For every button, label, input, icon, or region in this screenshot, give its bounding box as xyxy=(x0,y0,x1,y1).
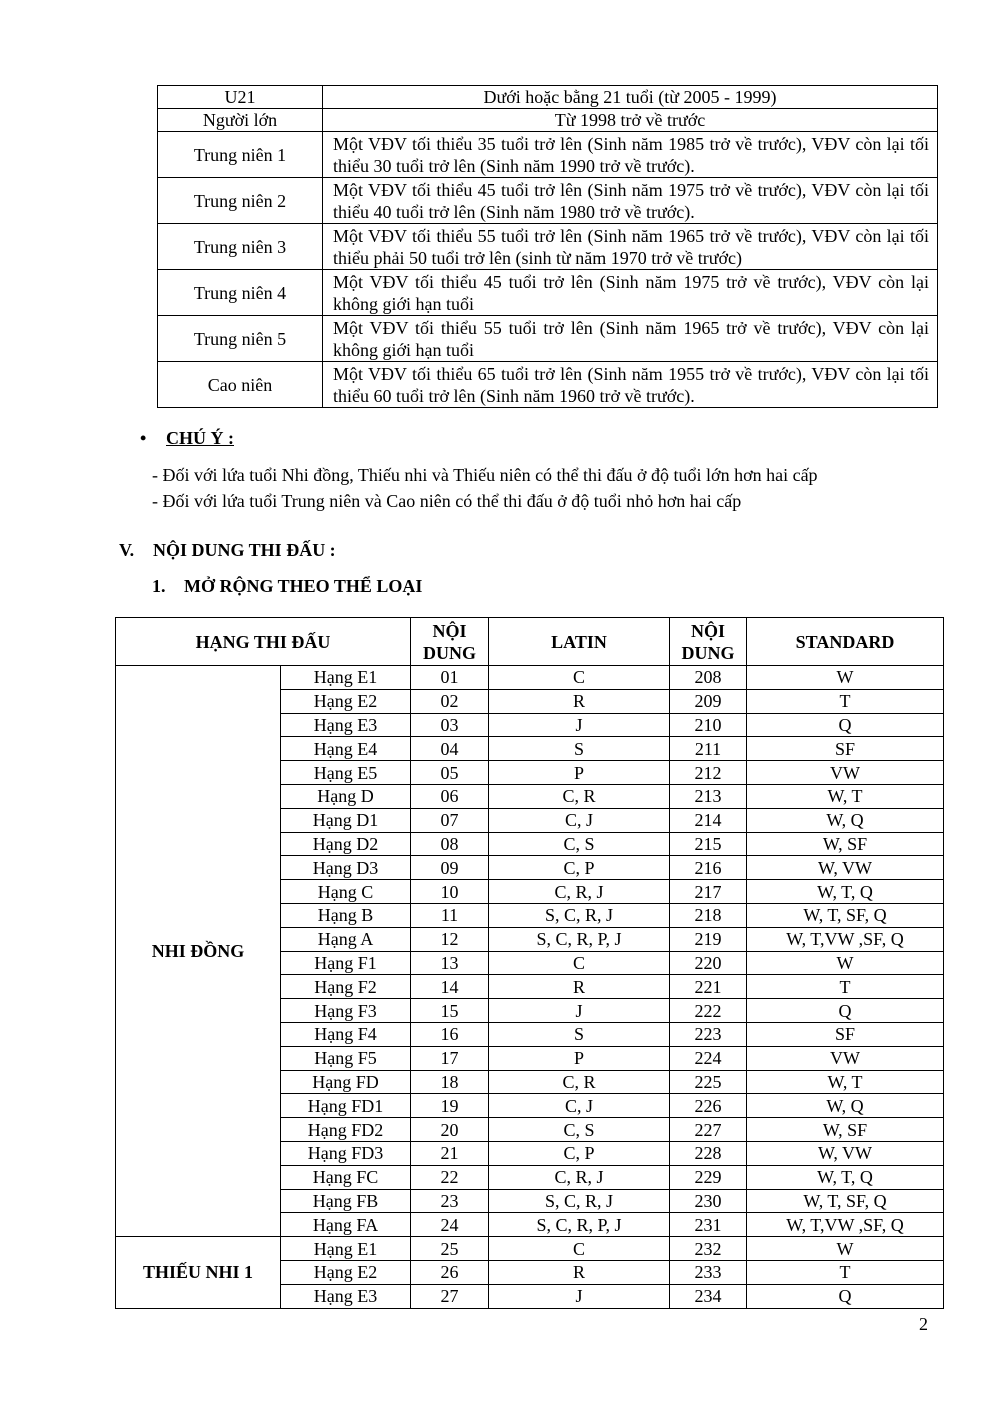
latin-number-cell: 17 xyxy=(411,1046,489,1070)
standard-number-cell: 212 xyxy=(670,761,747,785)
subsection-number: 1. xyxy=(152,576,166,596)
standard-number-cell: 231 xyxy=(670,1213,747,1237)
standard-number-cell: 229 xyxy=(670,1165,747,1189)
standard-dances-cell: W xyxy=(747,951,944,975)
latin-dances-cell: P xyxy=(489,1046,670,1070)
standard-number-cell: 228 xyxy=(670,1141,747,1165)
standard-number-cell: 234 xyxy=(670,1284,747,1308)
standard-number-cell: 211 xyxy=(670,737,747,761)
rank-cell: Hạng FB xyxy=(281,1189,411,1213)
latin-number-cell: 08 xyxy=(411,832,489,856)
standard-dances-cell: W, SF xyxy=(747,1118,944,1142)
rank-cell: Hạng E2 xyxy=(281,689,411,713)
standard-number-cell: 224 xyxy=(670,1046,747,1070)
latin-dances-cell: S xyxy=(489,737,670,761)
standard-number-cell: 230 xyxy=(670,1189,747,1213)
competition-table xyxy=(115,617,944,1309)
latin-number-cell: 14 xyxy=(411,975,489,999)
latin-dances-cell: J xyxy=(489,1284,670,1308)
latin-number-cell: 23 xyxy=(411,1189,489,1213)
table-row xyxy=(116,666,944,690)
standard-dances-cell: W xyxy=(747,666,944,690)
latin-number-cell: 11 xyxy=(411,903,489,927)
latin-number-cell: 16 xyxy=(411,1022,489,1046)
standard-dances-cell: T xyxy=(747,1260,944,1284)
latin-number-cell: 21 xyxy=(411,1141,489,1165)
note-heading xyxy=(140,428,234,449)
age-description: Từ 1998 trở về trước xyxy=(323,109,938,132)
latin-dances-cell: C, R xyxy=(489,784,670,808)
rank-cell: Hạng D xyxy=(281,784,411,808)
age-description: Một VĐV tối thiểu 55 tuổi trở lên (Sinh năm 1965 trở về trước), VĐV còn lại không giới hạn tuổi xyxy=(323,316,938,362)
latin-number-cell: 26 xyxy=(411,1260,489,1284)
latin-dances-cell: C xyxy=(489,1237,670,1261)
header-rank: HẠNG THI ĐẤU xyxy=(116,618,411,666)
standard-dances-cell: SF xyxy=(747,1022,944,1046)
latin-dances-cell: C, J xyxy=(489,808,670,832)
page-number: 2 xyxy=(919,1314,928,1334)
section-title: NỘI DUNG THI ĐẤU : xyxy=(153,540,336,560)
standard-dances-cell: W, T,VW ,SF, Q xyxy=(747,927,944,951)
rank-cell: Hạng C xyxy=(281,880,411,904)
age-category: Trung niên 1 xyxy=(158,132,323,178)
standard-dances-cell: W, VW xyxy=(747,1141,944,1165)
latin-number-cell: 18 xyxy=(411,1070,489,1094)
rank-cell: Hạng F5 xyxy=(281,1046,411,1070)
age-group-cell: NHI ĐỒNG xyxy=(116,666,281,1237)
subsection-title: MỞ RỘNG THEO THỂ LOẠI xyxy=(184,576,423,596)
standard-number-cell: 232 xyxy=(670,1237,747,1261)
latin-dances-cell: C, R, J xyxy=(489,880,670,904)
standard-dances-cell: Q xyxy=(747,713,944,737)
age-row xyxy=(158,316,938,362)
standard-number-cell: 208 xyxy=(670,666,747,690)
latin-dances-cell: S, C, R, P, J xyxy=(489,927,670,951)
standard-dances-cell: Q xyxy=(747,1284,944,1308)
bullet-icon: • xyxy=(140,428,147,448)
latin-dances-cell: C, S xyxy=(489,832,670,856)
latin-number-cell: 27 xyxy=(411,1284,489,1308)
standard-number-cell: 218 xyxy=(670,903,747,927)
latin-dances-cell: J xyxy=(489,999,670,1023)
age-row xyxy=(158,178,938,224)
standard-number-cell: 215 xyxy=(670,832,747,856)
age-row xyxy=(158,86,938,109)
standard-dances-cell: W xyxy=(747,1237,944,1261)
standard-number-cell: 222 xyxy=(670,999,747,1023)
latin-number-cell: 12 xyxy=(411,927,489,951)
age-description: Một VĐV tối thiểu 45 tuổi trở lên (Sinh năm 1975 trở về trước), VĐV còn lại không giới hạn tuổi xyxy=(323,270,938,316)
header-latin: LATIN xyxy=(489,618,670,666)
standard-number-cell: 210 xyxy=(670,713,747,737)
standard-dances-cell: T xyxy=(747,975,944,999)
latin-dances-cell: R xyxy=(489,1260,670,1284)
age-group-cell: THIẾU NHI 1 xyxy=(116,1237,281,1308)
age-description: Một VĐV tối thiểu 65 tuổi trở lên (Sinh năm 1955 trở về trước), VĐV còn lại tối thiểu 60 tuổi trở lên (Sinh năm 1960 trở về trước). xyxy=(323,362,938,408)
latin-dances-cell: C, P xyxy=(489,1141,670,1165)
latin-number-cell: 10 xyxy=(411,880,489,904)
rank-cell: Hạng D3 xyxy=(281,856,411,880)
latin-dances-cell: C xyxy=(489,951,670,975)
standard-number-cell: 217 xyxy=(670,880,747,904)
standard-dances-cell: W, T, Q xyxy=(747,1165,944,1189)
rank-cell: Hạng FD3 xyxy=(281,1141,411,1165)
latin-number-cell: 22 xyxy=(411,1165,489,1189)
standard-dances-cell: W, T, SF, Q xyxy=(747,903,944,927)
table-row xyxy=(116,1237,944,1261)
standard-number-cell: 220 xyxy=(670,951,747,975)
latin-number-cell: 07 xyxy=(411,808,489,832)
latin-dances-cell: S, C, R, J xyxy=(489,1189,670,1213)
rank-cell: Hạng D2 xyxy=(281,832,411,856)
age-description: Một VĐV tối thiểu 35 tuổi trở lên (Sinh năm 1985 trở về trước), VĐV còn lại tối thiểu 30 tuổi trở lên (Sinh năm 1990 trở về trước). xyxy=(323,132,938,178)
latin-dances-cell: S xyxy=(489,1022,670,1046)
rank-cell: Hạng E1 xyxy=(281,1237,411,1261)
section-number: V. xyxy=(119,540,135,560)
age-category: U21 xyxy=(158,86,323,109)
age-row xyxy=(158,362,938,408)
latin-dances-cell: C, S xyxy=(489,1118,670,1142)
latin-dances-cell: P xyxy=(489,761,670,785)
age-description: Một VĐV tối thiểu 45 tuổi trở lên (Sinh năm 1975 trở về trước), VĐV còn lại tối thiểu 40 tuổi trở lên (Sinh năm 1980 trở về trước). xyxy=(323,178,938,224)
rank-cell: Hạng F1 xyxy=(281,951,411,975)
age-row xyxy=(158,132,938,178)
standard-dances-cell: T xyxy=(747,689,944,713)
latin-dances-cell: S, C, R, J xyxy=(489,903,670,927)
age-category-table xyxy=(157,85,938,408)
standard-dances-cell: SF xyxy=(747,737,944,761)
latin-dances-cell: C, R, J xyxy=(489,1165,670,1189)
rank-cell: Hạng F3 xyxy=(281,999,411,1023)
latin-number-cell: 06 xyxy=(411,784,489,808)
age-category: Trung niên 2 xyxy=(158,178,323,224)
header-standard: STANDARD xyxy=(747,618,944,666)
rank-cell: Hạng E2 xyxy=(281,1260,411,1284)
latin-number-cell: 03 xyxy=(411,713,489,737)
rank-cell: Hạng E1 xyxy=(281,666,411,690)
standard-dances-cell: Q xyxy=(747,999,944,1023)
standard-number-cell: 219 xyxy=(670,927,747,951)
standard-number-cell: 209 xyxy=(670,689,747,713)
latin-dances-cell: R xyxy=(489,689,670,713)
standard-number-cell: 227 xyxy=(670,1118,747,1142)
age-row xyxy=(158,109,938,132)
latin-number-cell: 15 xyxy=(411,999,489,1023)
latin-dances-cell: C, P xyxy=(489,856,670,880)
latin-number-cell: 02 xyxy=(411,689,489,713)
standard-dances-cell: W, Q xyxy=(747,808,944,832)
age-category: Trung niên 5 xyxy=(158,316,323,362)
standard-dances-cell: W, Q xyxy=(747,1094,944,1118)
rank-cell: Hạng E4 xyxy=(281,737,411,761)
latin-number-cell: 19 xyxy=(411,1094,489,1118)
latin-dances-cell: S, C, R, P, J xyxy=(489,1213,670,1237)
standard-dances-cell: VW xyxy=(747,761,944,785)
latin-number-cell: 20 xyxy=(411,1118,489,1142)
latin-dances-cell: C, R xyxy=(489,1070,670,1094)
header-content-standard-no: NỘI DUNG xyxy=(670,618,747,666)
standard-number-cell: 223 xyxy=(670,1022,747,1046)
age-category: Trung niên 3 xyxy=(158,224,323,270)
subsection-heading xyxy=(152,576,422,597)
rank-cell: Hạng F4 xyxy=(281,1022,411,1046)
standard-number-cell: 213 xyxy=(670,784,747,808)
age-description: Dưới hoặc bằng 21 tuổi (từ 2005 - 1999) xyxy=(323,86,938,109)
latin-number-cell: 24 xyxy=(411,1213,489,1237)
rank-cell: Hạng FD1 xyxy=(281,1094,411,1118)
rank-cell: Hạng B xyxy=(281,903,411,927)
rank-cell: Hạng D1 xyxy=(281,808,411,832)
latin-dances-cell: C xyxy=(489,666,670,690)
standard-number-cell: 216 xyxy=(670,856,747,880)
latin-number-cell: 25 xyxy=(411,1237,489,1261)
standard-number-cell: 221 xyxy=(670,975,747,999)
latin-dances-cell: R xyxy=(489,975,670,999)
standard-dances-cell: W, T,VW ,SF, Q xyxy=(747,1213,944,1237)
rank-cell: Hạng E3 xyxy=(281,713,411,737)
age-category: Cao niên xyxy=(158,362,323,408)
age-category: Người lớn xyxy=(158,109,323,132)
standard-dances-cell: W, T, SF, Q xyxy=(747,1189,944,1213)
standard-number-cell: 225 xyxy=(670,1070,747,1094)
note-title: CHÚ Ý : xyxy=(166,428,234,448)
standard-dances-cell: W, VW xyxy=(747,856,944,880)
age-row xyxy=(158,224,938,270)
latin-number-cell: 09 xyxy=(411,856,489,880)
note-line: - Đối với lứa tuổi Trung niên và Cao niên có thể thi đấu ở độ tuổi nhỏ hơn hai cấp xyxy=(152,491,742,511)
rank-cell: Hạng FC xyxy=(281,1165,411,1189)
standard-dances-cell: W, T xyxy=(747,784,944,808)
rank-cell: Hạng FD xyxy=(281,1070,411,1094)
latin-number-cell: 01 xyxy=(411,666,489,690)
rank-cell: Hạng E5 xyxy=(281,761,411,785)
standard-dances-cell: W, T xyxy=(747,1070,944,1094)
rank-cell: Hạng FD2 xyxy=(281,1118,411,1142)
latin-dances-cell: J xyxy=(489,713,670,737)
latin-number-cell: 05 xyxy=(411,761,489,785)
rank-cell: Hạng A xyxy=(281,927,411,951)
standard-dances-cell: VW xyxy=(747,1046,944,1070)
standard-number-cell: 214 xyxy=(670,808,747,832)
standard-dances-cell: W, T, Q xyxy=(747,880,944,904)
standard-dances-cell: W, SF xyxy=(747,832,944,856)
standard-number-cell: 226 xyxy=(670,1094,747,1118)
age-category: Trung niên 4 xyxy=(158,270,323,316)
rank-cell: Hạng F2 xyxy=(281,975,411,999)
note-line: - Đối với lứa tuổi Nhi đồng, Thiếu nhi và Thiếu niên có thể thi đấu ở độ tuổi lớn hơn hai cấp xyxy=(152,465,818,485)
section-heading xyxy=(119,540,336,561)
age-description: Một VĐV tối thiểu 55 tuổi trở lên (Sinh năm 1965 trở về trước), VĐV còn lại tối thiểu phải 50 tuổi trở lên (sinh từ năm 1970 trở về trước) xyxy=(323,224,938,270)
age-row xyxy=(158,270,938,316)
latin-dances-cell: C, J xyxy=(489,1094,670,1118)
header-content-latin-no: NỘI DUNG xyxy=(411,618,489,666)
rank-cell: Hạng E3 xyxy=(281,1284,411,1308)
rank-cell: Hạng FA xyxy=(281,1213,411,1237)
latin-number-cell: 13 xyxy=(411,951,489,975)
latin-number-cell: 04 xyxy=(411,737,489,761)
standard-number-cell: 233 xyxy=(670,1260,747,1284)
